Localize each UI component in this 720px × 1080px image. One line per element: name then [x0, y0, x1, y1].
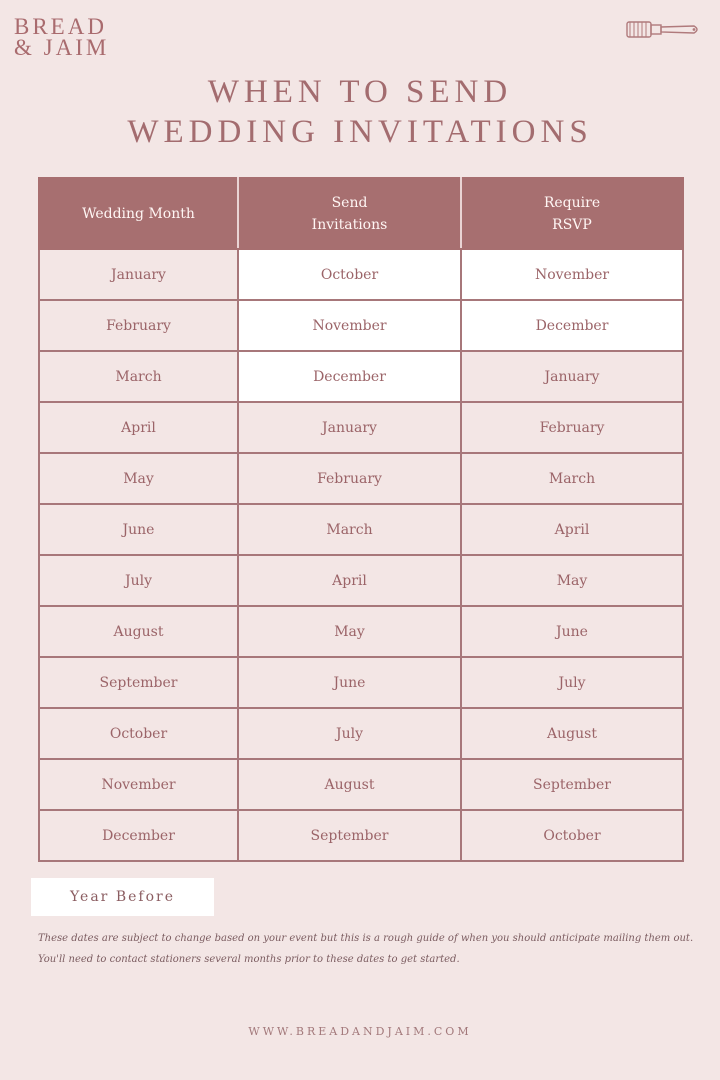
wedding-month-cell: November [39, 759, 238, 810]
header-line: Invitations [311, 216, 388, 233]
title-line-2: WEDDING INVITATIONS [127, 114, 593, 150]
wedding-month-cell: July [39, 555, 238, 606]
require-rsvp-cell: October [461, 810, 683, 861]
title-line-1: WHEN TO SEND [207, 74, 513, 110]
table-row [39, 402, 683, 453]
table-row [39, 606, 683, 657]
header-wedding-month [39, 178, 238, 249]
table-row [39, 351, 683, 402]
send-invitations-cell: January [238, 402, 461, 453]
paintbrush-icon [624, 16, 702, 44]
invitation-schedule-table [38, 177, 684, 862]
require-rsvp-cell: June [461, 606, 683, 657]
wedding-month-cell: August [39, 606, 238, 657]
table-row [39, 453, 683, 504]
send-invitations-cell: April [238, 555, 461, 606]
header-line: RSVP [552, 216, 592, 233]
website-footer: WWW.BREADANDJAIM.COM [248, 1025, 472, 1038]
brand-line-2: & JAIM [14, 35, 110, 60]
wedding-month-cell: April [39, 402, 238, 453]
wedding-month-cell: December [39, 810, 238, 861]
require-rsvp-cell: April [461, 504, 683, 555]
require-rsvp-cell: February [461, 402, 683, 453]
disclaimer-line-2: You'll need to contact stationers several months prior to these dates to get started. [38, 954, 460, 965]
send-invitations-cell: June [238, 657, 461, 708]
wedding-month-cell: March [39, 351, 238, 402]
send-invitations-cell: February [238, 453, 461, 504]
disclaimer-note [38, 928, 694, 970]
require-rsvp-cell: December [461, 300, 683, 351]
send-invitations-cell: November [238, 300, 461, 351]
require-rsvp-cell: January [461, 351, 683, 402]
table-header-row [39, 178, 683, 249]
wedding-month-cell: February [39, 300, 238, 351]
wedding-month-cell: January [39, 249, 238, 300]
send-invitations-cell: August [238, 759, 461, 810]
header-line: Require [543, 194, 601, 211]
table-row [39, 657, 683, 708]
wedding-month-cell: June [39, 504, 238, 555]
page-title [0, 72, 720, 152]
header-require-rsvp [461, 178, 683, 249]
disclaimer-line-1: These dates are subject to change based on your event but this is a rough guide of when you should anticipate mailing them out. [38, 933, 694, 944]
table-row [39, 504, 683, 555]
brand-logo [14, 16, 109, 58]
send-invitations-cell: October [238, 249, 461, 300]
brand-line-1: BREAD [14, 14, 107, 39]
wedding-month-cell: October [39, 708, 238, 759]
header-send-invitations [238, 178, 461, 249]
require-rsvp-cell: May [461, 555, 683, 606]
require-rsvp-cell: July [461, 657, 683, 708]
year-before-legend: Year Before [31, 878, 214, 916]
table-row [39, 759, 683, 810]
table-row [39, 810, 683, 861]
header-line: Send [331, 194, 368, 211]
require-rsvp-cell: March [461, 453, 683, 504]
send-invitations-cell: December [238, 351, 461, 402]
send-invitations-cell: May [238, 606, 461, 657]
require-rsvp-cell: November [461, 249, 683, 300]
send-invitations-cell: July [238, 708, 461, 759]
table-row [39, 249, 683, 300]
table-row [39, 300, 683, 351]
require-rsvp-cell: September [461, 759, 683, 810]
send-invitations-cell: September [238, 810, 461, 861]
header-line: Wedding Month [82, 205, 195, 222]
wedding-month-cell: September [39, 657, 238, 708]
table-row [39, 555, 683, 606]
send-invitations-cell: March [238, 504, 461, 555]
wedding-month-cell: May [39, 453, 238, 504]
require-rsvp-cell: August [461, 708, 683, 759]
table-row [39, 708, 683, 759]
